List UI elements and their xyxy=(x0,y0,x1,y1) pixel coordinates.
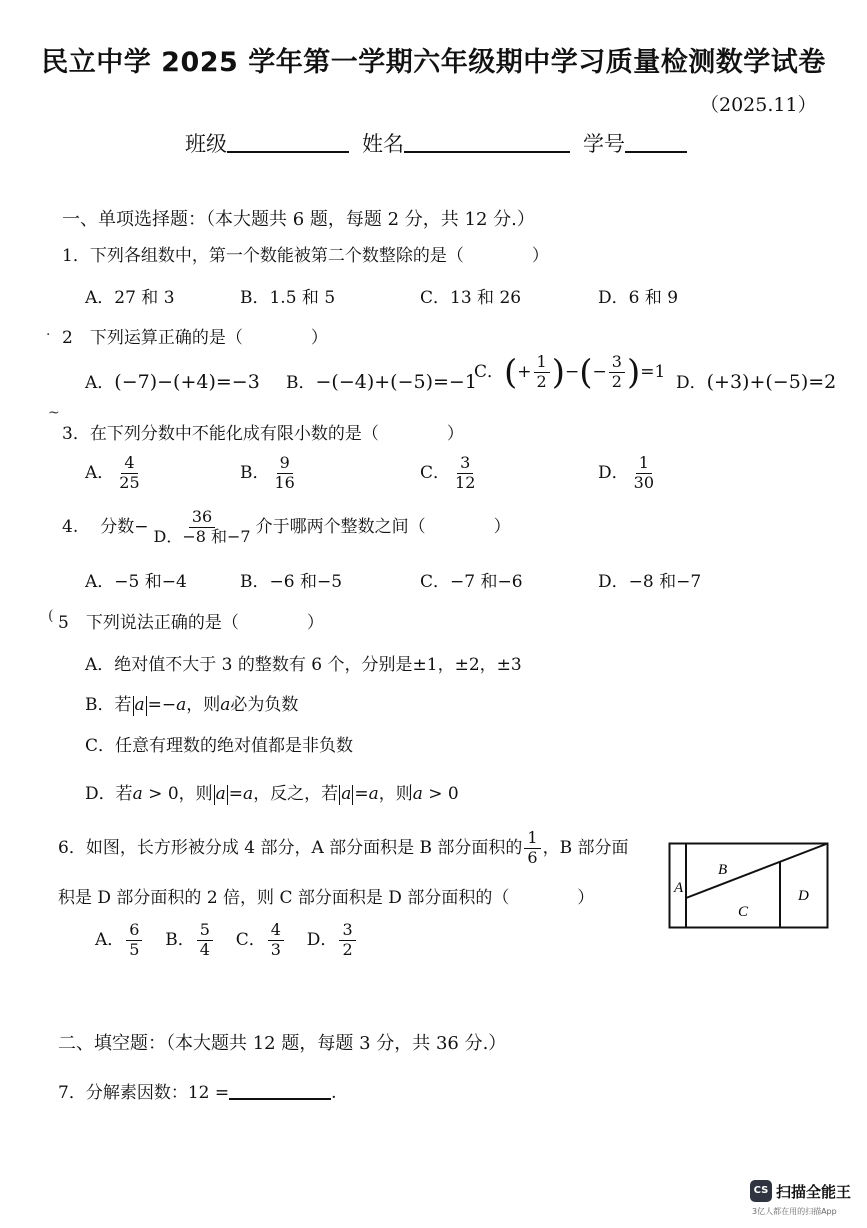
q6-rectangle-figure xyxy=(668,842,830,930)
q3-b-fraction: $\frac{9}{16}$ xyxy=(274,453,295,492)
class-blank xyxy=(227,131,349,153)
q6-option-b: B． $\frac{5}{4}$ xyxy=(165,930,215,950)
q2-option-c: C．(+ $\frac{1}{2}$ )−(− $\frac{3}{2}$ )=1 xyxy=(474,352,666,393)
class-field xyxy=(185,128,349,158)
class-label: 班级 xyxy=(185,132,227,156)
q2-option-d: D．(+3)+(−5)=2 xyxy=(676,371,837,393)
stray-mark: ~ xyxy=(48,405,60,421)
name-blank xyxy=(404,131,570,153)
stray-mark: · xyxy=(46,327,51,343)
scanner-watermark xyxy=(750,1180,851,1202)
q6-stem-line1: 6．如图，长方形被分成 4 部分，A 部分面积是 B 部分面积的 $\frac{1}{6}$ ，B 部分面 xyxy=(58,828,629,867)
q5-option-b: B．若 a =−a，则a必为负数 xyxy=(85,695,299,715)
scanner-app-name: 扫描全能王 xyxy=(776,1182,852,1201)
q2-c-fraction-1: $\frac{1}{2}$ xyxy=(534,354,550,391)
scanner-tagline: 3亿人都在用的扫描App xyxy=(752,1207,837,1216)
section2-heading: 二、填空题：（本大题共 12 题，每题 3 分，共 36 分.） xyxy=(58,1033,507,1054)
q2-option-a: A．(−7)−(+4)=−3 xyxy=(85,371,260,393)
q3-c-fraction: $\frac{3}{12}$ xyxy=(455,453,476,492)
figure-label-d: D xyxy=(798,888,809,904)
q1-option-c: C．13 和 26 xyxy=(420,288,522,308)
q2-a-expression: (−7)−(+4)=−3 xyxy=(114,371,260,393)
q2-c-fraction-2: $\frac{3}{2}$ xyxy=(609,354,625,391)
student-id-blank xyxy=(625,131,687,153)
q2-stem: 2 下列运算正确的是（ ） xyxy=(62,328,328,348)
q5-option-c: C．任意有理数的绝对值都是非负数 xyxy=(85,736,354,756)
figure-outer-rect xyxy=(670,844,828,928)
q5-option-d: D．若a > 0，则 a =a，反之，若 a =a，则a > 0 xyxy=(85,784,459,804)
stray-mark: ( xyxy=(48,608,54,624)
figure-label-a: A xyxy=(674,880,684,896)
q4-option-c: C．−7 和−6 xyxy=(420,572,523,592)
q2-d-expression: (+3)+(−5)=2 xyxy=(706,371,837,393)
name-label: 姓名 xyxy=(362,132,404,156)
q7-stem: 7．分解素因数：12 = . xyxy=(58,1083,337,1103)
q3-a-fraction: $\frac{4}{25}$ xyxy=(119,453,140,492)
q6-option-c: C． $\frac{4}{3}$ xyxy=(236,930,286,950)
q3-option-a: A． $\frac{4}{25}$ xyxy=(85,455,145,492)
q3-option-c: C． $\frac{3}{12}$ xyxy=(420,455,480,492)
q1-option-a: A．27 和 3 xyxy=(85,288,175,308)
exam-title: 民立中学 2025 学年第一学期六年级期中学习质量检测数学试卷 xyxy=(41,47,826,78)
section1-heading: 一、单项选择题：（本大题共 6 题，每题 2 分，共 12 分.） xyxy=(62,209,535,230)
q3-d-fraction: $\frac{1}{30}$ xyxy=(633,453,654,492)
q6-fraction: $\frac{1}{6}$ xyxy=(524,830,540,867)
q5-option-a: A．绝对值不大于 3 的整数有 6 个，分别是±1，±2，±3 xyxy=(85,655,522,675)
q4-option-a: A．−5 和−4 xyxy=(85,572,187,592)
figure-label-c: C xyxy=(738,904,749,920)
q4-fraction: $\frac{36}{\text{D．−8 和−7}}$ xyxy=(153,507,251,546)
scanner-logo-icon: CS xyxy=(750,1180,772,1202)
figure-label-b: B xyxy=(718,862,728,878)
student-id-label: 学号 xyxy=(583,132,625,156)
student-id-field xyxy=(583,128,687,158)
q4-option-d: D．−8 和−7 xyxy=(598,572,702,592)
q5-stem: 5 下列说法正确的是（ ） xyxy=(58,613,324,633)
exam-date: （2025.11） xyxy=(700,94,817,116)
q2-option-b: B．−(−4)+(−5)=−1 xyxy=(286,371,477,393)
q7-answer-blank xyxy=(229,1082,331,1100)
q6-option-d: D． $\frac{3}{2}$ xyxy=(307,930,358,950)
q6-option-a: A． $\frac{6}{5}$ xyxy=(95,930,144,950)
q4-stem: 4. 分数− $\frac{36}{\text{D．−8 和−7}}$ 介于哪两个整数之间（ ） xyxy=(62,507,511,546)
q1-option-b: B．1.5 和 5 xyxy=(240,288,336,308)
q6-options xyxy=(95,922,358,959)
q1-option-d: D．6 和 9 xyxy=(598,288,679,308)
q3-option-b: B． $\frac{9}{16}$ xyxy=(240,455,300,492)
q3-stem: 3．在下列分数中不能化成有限小数的是（ ） xyxy=(62,424,464,444)
q2-b-expression: −(−4)+(−5)=−1 xyxy=(315,371,477,393)
q3-option-d: D． $\frac{1}{30}$ xyxy=(598,455,659,492)
q6-stem-line2: 积是 D 部分面积的 2 倍，则 C 部分面积是 D 部分面积的（ ） xyxy=(58,888,595,908)
q1-stem: 1．下列各组数中，第一个数能被第二个数整除的是（ ） xyxy=(62,246,549,266)
q4-option-b: B．−6 和−5 xyxy=(240,572,343,592)
name-field xyxy=(362,128,570,158)
